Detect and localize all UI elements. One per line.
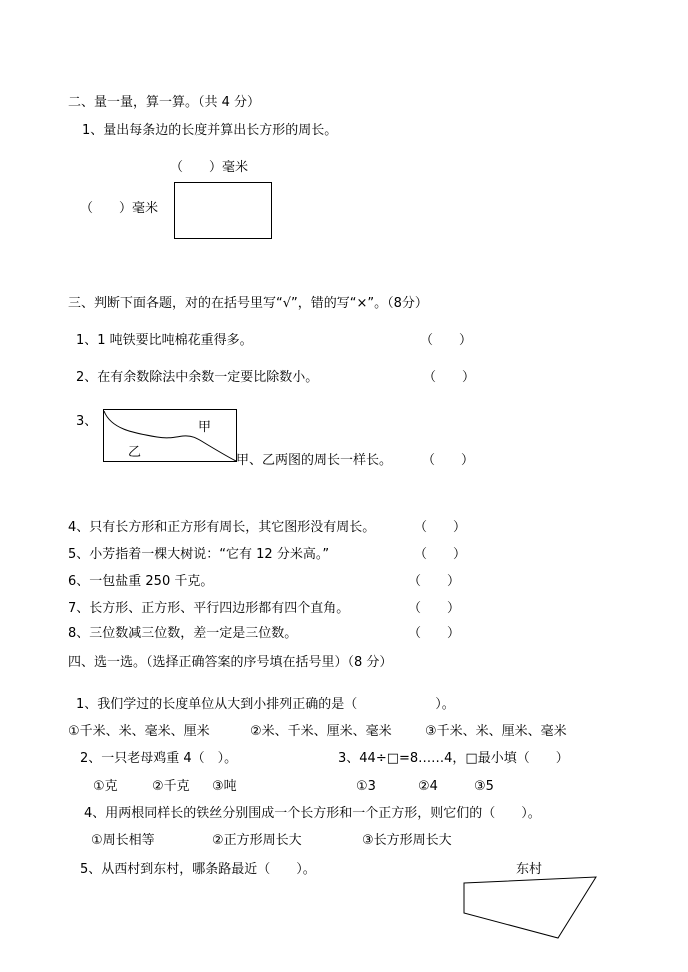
choice-3-option-2: ②4 [418, 779, 438, 794]
east-village-label: 东村 [516, 862, 543, 877]
figure-label-jia: 甲 [198, 420, 212, 435]
judge-item-1-bracket[interactable]: （ ） [420, 333, 473, 348]
section-2-heading: 二、量一量，算一算。（共 4 分） [68, 95, 261, 110]
judge-item-8: 8、三位数减三位数，差一定是三位数。 [68, 626, 298, 641]
choice-question-4: 4、用两根同样长的铁丝分别围成一个长方形和一个正方形，则它们的（ ）。 [84, 806, 541, 821]
judge-item-5: 5、小芳指着一棵大树说：“它有 12 分米高。” [68, 547, 330, 562]
section-4-heading: 四、选一选。（选择正确答案的序号填在括号里）（8 分） [68, 655, 393, 670]
judge-item-3: 甲、乙两图的周长一样长。 [236, 453, 393, 468]
choice-question-5: 5、从西村到东村，哪条路最近（ ）。 [80, 862, 316, 877]
choice-1-option-3: ③千米、米、厘米、毫米 [425, 724, 567, 739]
question-2-1: 1、量出每条边的长度并算出长方形的周长。 [82, 123, 338, 138]
judge-item-4-bracket[interactable]: （ ） [414, 520, 467, 535]
split-rectangle-figure [103, 409, 237, 462]
judge-item-5-bracket[interactable]: （ ） [414, 547, 467, 562]
choice-2-option-1: ①克 [93, 779, 118, 794]
top-side-answer-blank[interactable]: （ ）毫米 [170, 160, 249, 175]
judge-item-6-bracket[interactable]: （ ） [408, 574, 461, 589]
judge-item-1: 1、1 吨铁要比吨棉花重得多。 [76, 333, 253, 348]
choice-2-option-2: ②千克 [152, 779, 190, 794]
figure-label-yi: 乙 [128, 445, 142, 460]
choice-1-option-1: ①千米、米、毫米、厘米 [68, 724, 210, 739]
section-3-heading: 三、判断下面各题，对的在括号里写“√”，错的写“×”。（8分） [68, 296, 428, 311]
choice-4-option-3: ③长方形周长大 [362, 833, 452, 848]
choice-3-option-1: ①3 [356, 779, 376, 794]
choice-1-option-2: ②米、千米、厘米、毫米 [250, 724, 392, 739]
choice-question-1: 1、我们学过的长度单位从大到小排列正确的是（ ）。 [76, 697, 455, 712]
judge-item-4: 4、只有长方形和正方形有周长，其它图形没有周长。 [68, 520, 376, 535]
choice-4-option-1: ①周长相等 [91, 833, 155, 848]
choice-2-option-3: ③吨 [212, 779, 237, 794]
left-side-answer-blank[interactable]: （ ）毫米 [80, 201, 159, 216]
measure-rectangle [174, 182, 272, 239]
choice-3-option-3: ③5 [474, 779, 494, 794]
judge-item-2-bracket[interactable]: （ ） [423, 370, 476, 385]
judge-item-8-bracket[interactable]: （ ） [408, 626, 461, 641]
judge-item-2: 2、在有余数除法中余数一定要比除数小。 [76, 370, 319, 385]
choice-question-3: 3、44÷□=8……4，□最小填（ ） [338, 751, 569, 766]
judge-item-7: 7、长方形、正方形、平行四边形都有四个直角。 [68, 601, 350, 616]
choice-question-2: 2、一只老母鸡重 4（ ）。 [80, 751, 238, 766]
choice-4-option-2: ②正方形周长大 [212, 833, 302, 848]
village-routes-figure [463, 876, 599, 940]
judge-item-7-bracket[interactable]: （ ） [408, 601, 461, 616]
judge-item-3-number: 3、 [76, 414, 98, 429]
judge-item-3-bracket[interactable]: （ ） [422, 453, 475, 468]
judge-item-6: 6、一包盐重 250 千克。 [68, 574, 214, 589]
